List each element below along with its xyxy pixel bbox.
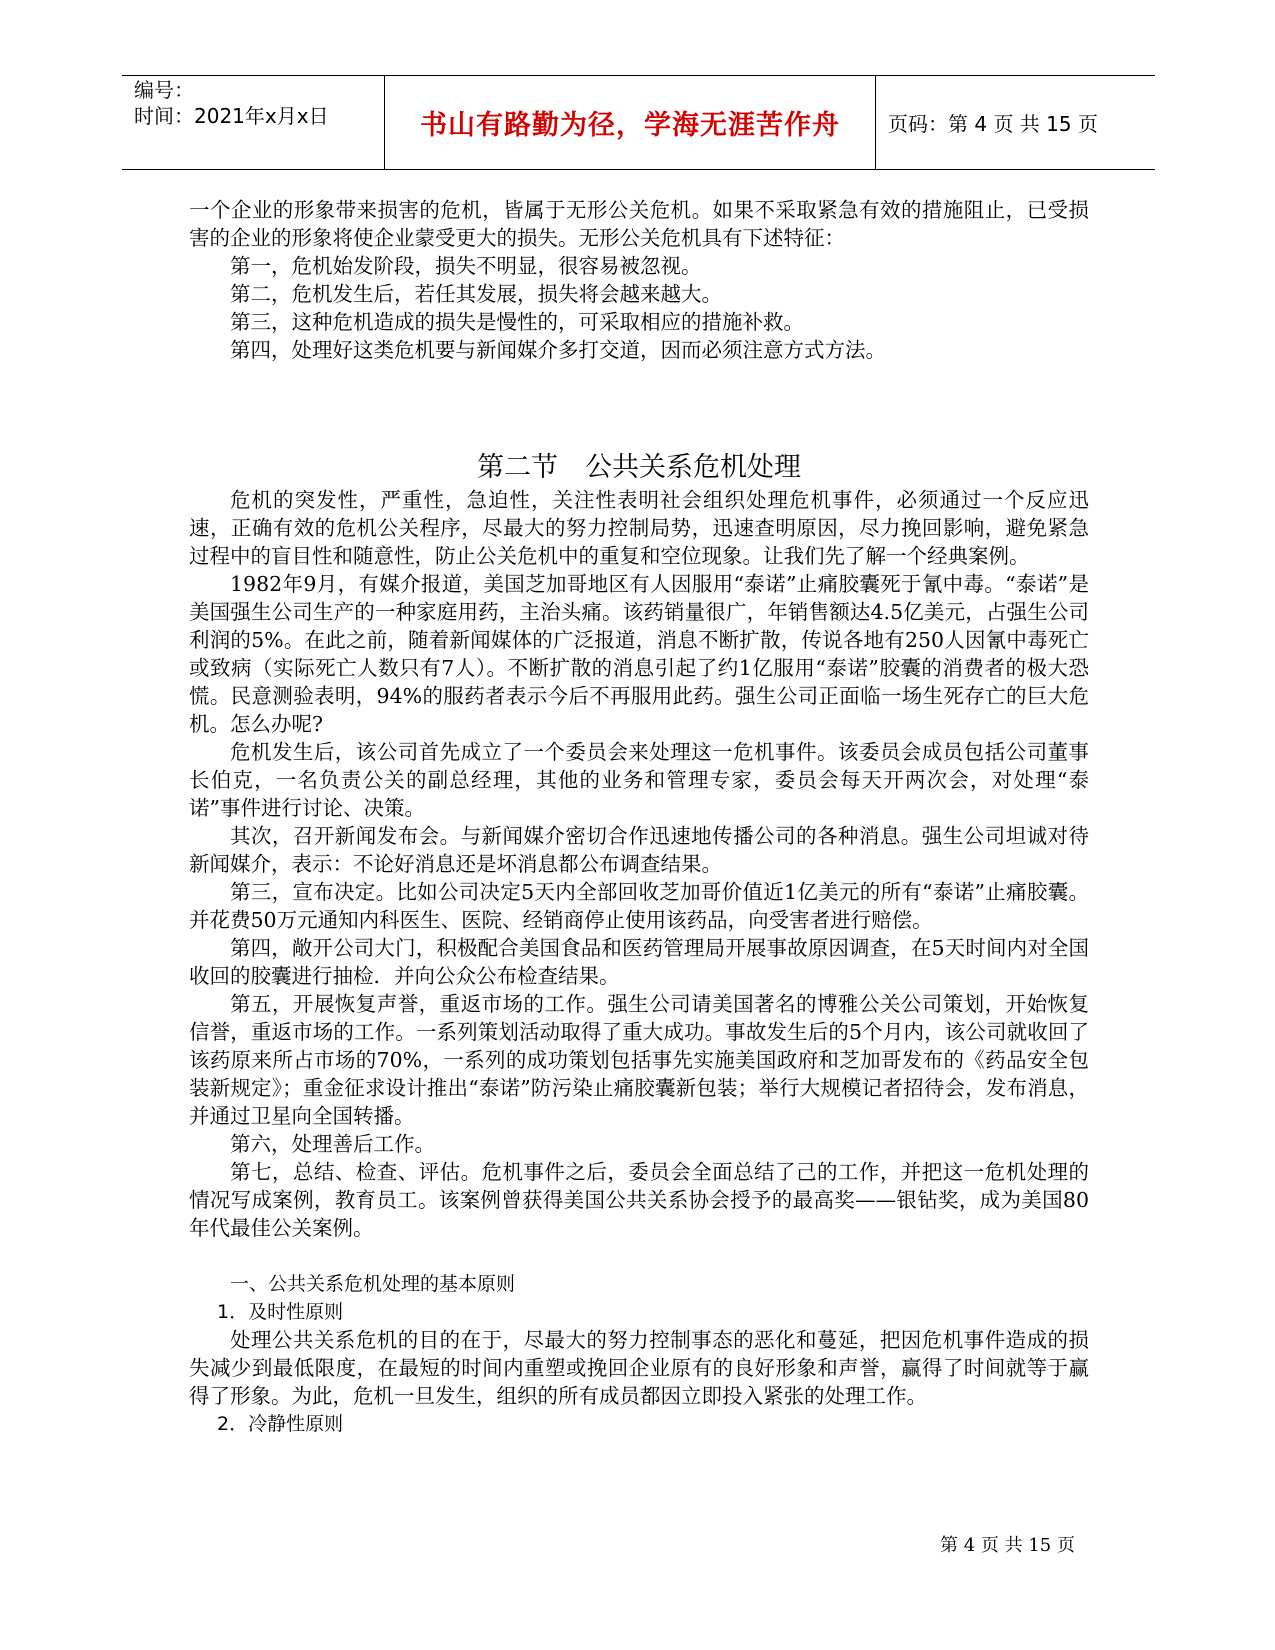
header-left-cell	[122, 76, 385, 169]
feature-3: 第三，这种危机造成的损失是慢性的，可采取相应的措施补救。	[230, 310, 804, 334]
feature-2: 第二，危机发生后，若任其发展，损失将会越来越大。	[230, 282, 722, 306]
feature-4: 第四，处理好这类危机要与新闻媒介多打交道，因而必须注意方式方法。	[230, 338, 886, 362]
paragraph-2: 1982年9月，有媒介报道，美国芝加哥地区有人因服用“泰诺”止痛胶囊死于氰中毒。“泰诺”是美国强生公司生产的一种家庭用药，主治头痛。该药销量很广，年销售额达4.5亿美元，占强生公司利润的5%。在此之前，随着新闻媒体的广泛报道，消息不断扩散，传说各地有250人因氰中毒死亡或致病（实际死亡人数只有7人）。不断扩散的消息引起了约1亿服用“泰诺”胶囊的消费者的极大恐慌。民意测验表明，94%的服药者表示今后不再服用此药。强生公司正面临一场生死存亡的巨大危机。怎么办呢?	[189, 572, 1089, 736]
paragraph-1: 危机的突发性，严重性，急迫性，关注性表明社会组织处理危机事件，必须通过一个反应迅速，正确有效的危机公关程序，尽最大的努力控制局势，迅速查明原因，尽力挽回影响，避免紧急过程中的盲目性和随意性，防止公关危机中的重复和空位现象。让我们先了解一个经典案例。	[189, 488, 1089, 568]
page-footer: 第 4 页 共 15 页	[940, 1535, 1075, 1556]
document-header	[122, 75, 1155, 170]
heading-timely: 1．及时性原则	[217, 1301, 344, 1323]
header-page-cell	[876, 76, 1155, 169]
header-motto: 书山有路勤为径，学海无涯苦作舟	[420, 110, 840, 141]
paragraph-8: 第六，处理善后工作。	[230, 1132, 435, 1156]
heading-principles: 一、公共关系危机处理的基本原则	[230, 1273, 516, 1295]
document-body	[189, 196, 1089, 1438]
paragraph-intro: 一个企业的形象带来损害的危机，皆属于无形公关危机。如果不采取紧急有效的措施阻止，已受损害的企业的形象将使企业蒙受更大的损失。无形公关危机具有下述特征：	[189, 198, 1089, 250]
header-page-label: 页码：第 4 页 共 15 页	[888, 112, 1098, 136]
paragraph-5: 第三，宣布决定。比如公司决定5天内全部回收芝加哥价值近1亿美元的所有“泰诺”止痛胶囊。并花费50万元通知内科医生、医院、经销商停止使用该药品，向受害者进行赔偿。	[189, 880, 1089, 932]
paragraph-6: 第四，敞开公司大门，积极配合美国食品和医药管理局开展事故原因调查，在5天时间内对全国收回的胶囊进行抽检．并向公众公布检查结果。	[189, 936, 1089, 988]
time-label: 时间：2021年x月x日	[134, 104, 329, 128]
paragraph-4: 其次，召开新闻发布会。与新闻媒介密切合作迅速地传播公司的各种消息。强生公司坦诚对待新闻媒介，表示：不论好消息还是坏消息都公布调查结果。	[189, 824, 1089, 876]
header-motto-cell	[385, 76, 876, 169]
number-label: 编号：	[134, 78, 194, 102]
paragraph-3: 危机发生后，该公司首先成立了一个委员会来处理这一危机事件。该委员会成员包括公司董事长伯克，一名负责公关的副总经理，其他的业务和管理专家，委员会每天开两次会，对处理“泰诺”事件进行讨论、决策。	[189, 740, 1089, 820]
heading-calm: 2．冷静性原则	[217, 1413, 344, 1435]
feature-1: 第一，危机始发阶段，损失不明显，很容易被忽视。	[230, 254, 702, 278]
section-title: 第二节 公共关系危机处理	[477, 452, 801, 483]
paragraph-7: 第五，开展恢复声誉，重返市场的工作。强生公司请美国著名的博雅公关公司策划，开始恢复信誉，重返市场的工作。一系列策划活动取得了重大成功。事故发生后的5个月内，该公司就收回了该药原来所占市场的70%，一系列的成功策划包括事先实施美国政府和芝加哥发布的《药品安全包装新规定》；重金征求设计推出“泰诺”防污染止痛胶囊新包装；举行大规模记者招待会，发布消息，并通过卫星向全国转播。	[189, 992, 1089, 1128]
paragraph-9: 第七，总结、检查、评估。危机事件之后，委员会全面总结了己的工作，并把这一危机处理的情况写成案例，教育员工。该案例曾获得美国公共关系协会授予的最高奖——银钻奖，成为美国80年代最佳公关案例。	[189, 1160, 1089, 1240]
paragraph-timely: 处理公共关系危机的目的在于，尽最大的努力控制事态的恶化和蔓延，把因危机事件造成的损失减少到最低限度，在最短的时间内重塑或挽回企业原有的良好形象和声誉，赢得了时间就等于赢得了形象。为此，危机一旦发生，组织的所有成员都因立即投入紧张的处理工作。	[189, 1328, 1089, 1408]
